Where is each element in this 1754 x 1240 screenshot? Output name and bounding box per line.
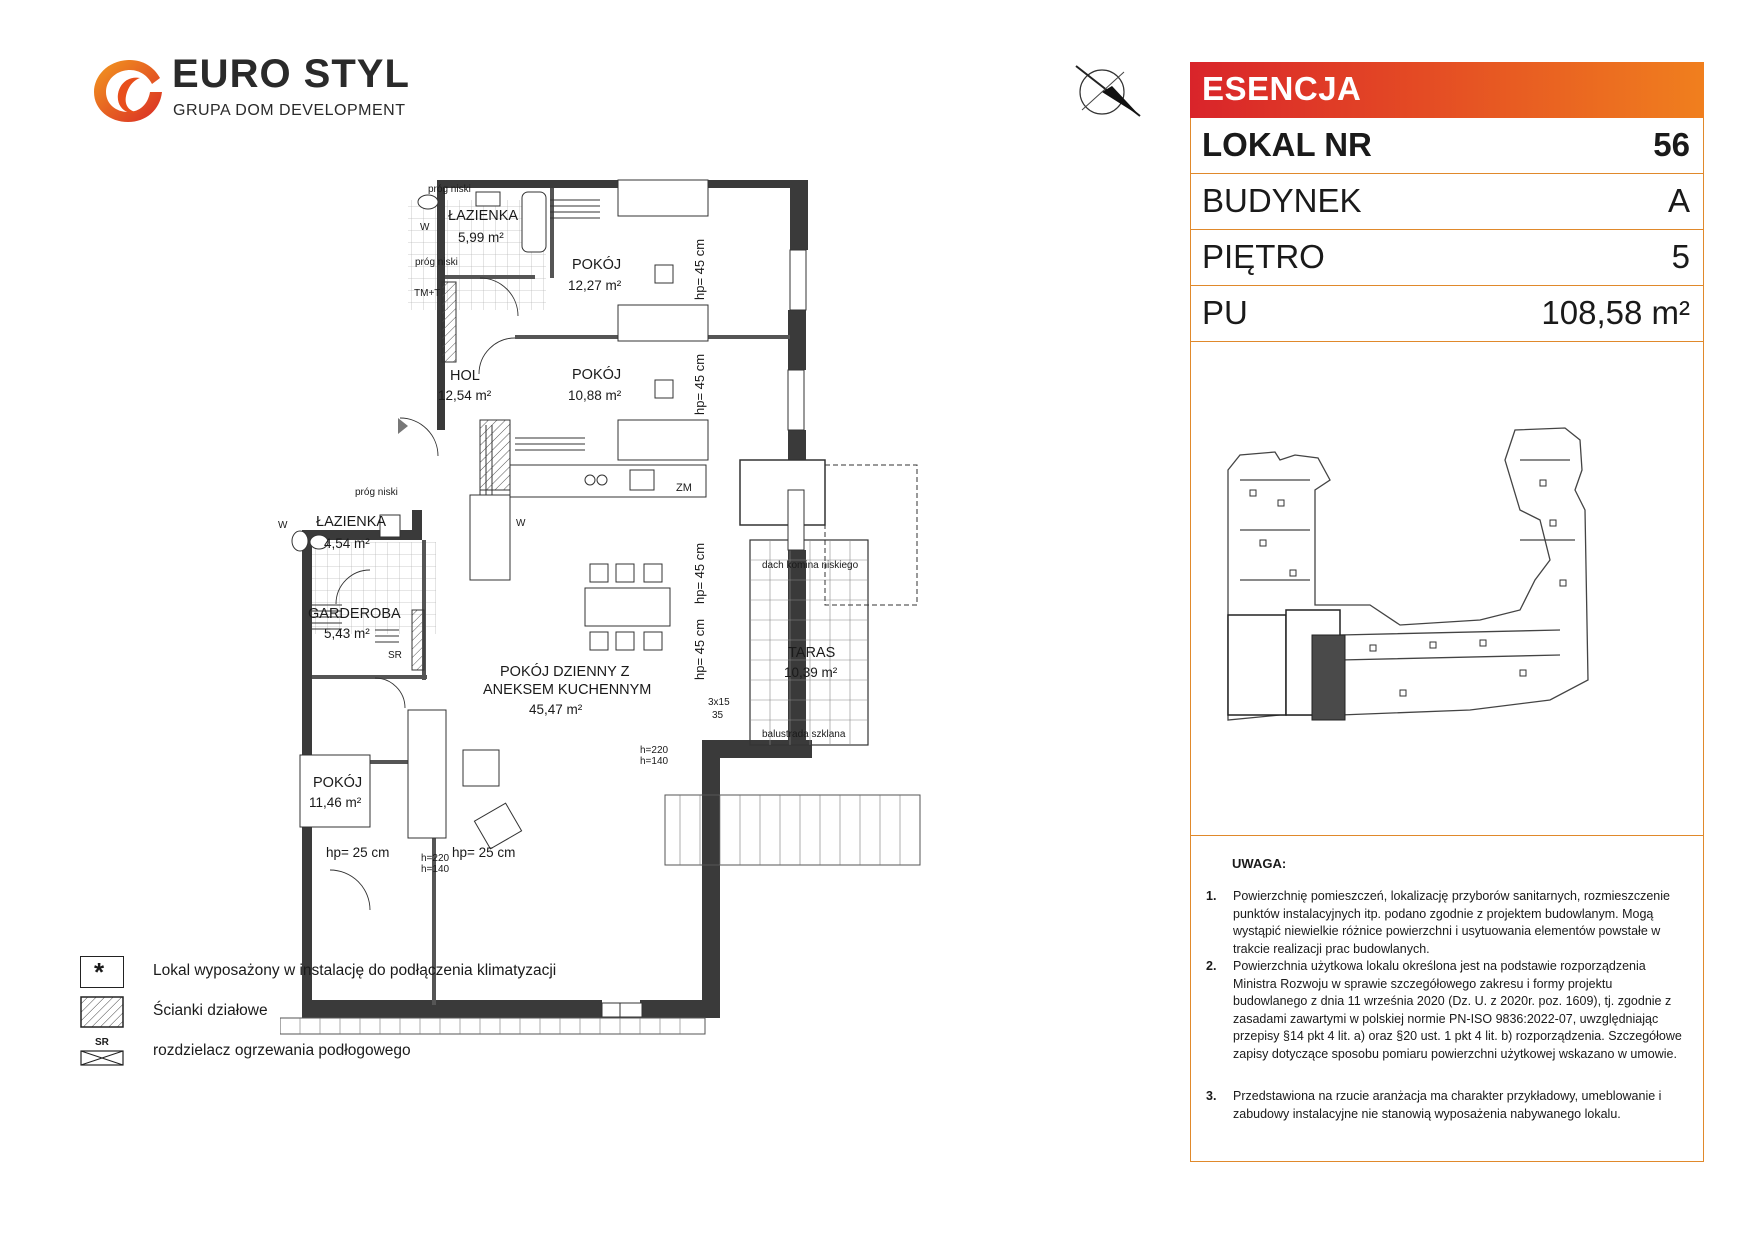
north-arrow-icon [1072,58,1144,124]
zm-label: ZM [676,482,692,494]
room-name: TARAS [788,645,836,661]
sill-label: h=220 [421,853,450,864]
room-area: 11,46 m² [309,795,362,810]
room-name: GARDEROBA [308,606,401,622]
sr-label: SR [388,650,402,661]
note-text: Powierzchnię pomieszczeń, lokalizację przyborów sanitarnych, rozmieszczenie punktów instalacyjnych itp. podano zgodnie z projektem budowlanym. Mogą wystąpić niewielkie różnice powierzchni i usytuowania elementów powstałe w trakcie realizacji prac budowlanych. [1233,889,1670,956]
height-label: hp= 25 cm [326,845,390,860]
note-number: 3. [1206,1089,1217,1103]
legend-manifold-icon [80,1050,124,1066]
brand-subtitle: GRUPA DOM DEVELOPMENT [173,102,406,119]
roof-note: dach komina niskiego [762,560,859,571]
room-area: 12,27 m² [568,278,622,293]
info-label: LOKAL NR [1202,126,1372,163]
height-label-vertical: hp= 45 cm [692,618,707,680]
room-area: 5,43 m² [324,626,370,641]
note-number: 1. [1206,889,1217,903]
w-label: W [516,518,526,529]
height-label: hp= 25 cm [452,845,516,860]
info-value: 56 [1653,126,1690,163]
note-number: 2. [1206,959,1217,973]
note-item [1206,1088,1686,1148]
room-area: 4,54 m² [324,536,370,551]
info-value: A [1667,182,1690,219]
room-name: ŁAZIENKA [448,208,519,224]
brand-name: EURO STYL [172,52,410,96]
note-item [1206,958,1686,1088]
dimension-label: 35 [712,710,724,721]
threshold-label: próg niski [415,257,458,268]
legend-partition-icon [80,996,124,1028]
tmt-label: TM+T [414,288,441,299]
legend-text: rozdzielacz ogrzewania podłogowego [153,1042,411,1059]
room-name: POKÓJ [572,367,622,383]
height-label-vertical: hp= 45 cm [692,542,707,604]
investment-name: ESENCJA [1202,70,1362,107]
legend-text: Ścianki działowe [153,1002,268,1019]
room-name: POKÓJ [572,257,622,273]
room-name: ŁAZIENKA [316,514,387,530]
note-text: Przedstawiona na rzucie aranżacja ma charakter przykładowy, umeblowanie i zabudowy instalacyjne nie stanowią wyposażenia nabywanego lokalu. [1233,1089,1662,1121]
info-row-lokal [1190,118,1704,174]
room-area: 10,88 m² [568,388,622,403]
room-name-line2: ANEKSEM KUCHENNYM [483,682,652,698]
room-name: HOL [450,368,480,384]
notes-title: UWAGA: [1232,856,1287,871]
room-name: POKÓJ [313,775,363,791]
w-label: W [278,520,288,531]
info-value: 108,58 m² [1541,294,1690,331]
legend-ac-icon [80,956,124,988]
legend-sr-symbol: SR [95,1037,109,1048]
info-value: 5 [1671,238,1690,275]
railing-note: balustrada szklana [762,729,846,740]
room-name: POKÓJ DZIENNY Z [500,664,630,680]
room-area: 10,39 m² [784,665,838,680]
note-text: Powierzchnia użytkowa lokalu określona jest na podstawie rozporządzenia Ministra Rozwoju w sprawie szczegółowego zakresu i formy projektu budowlanego z dnia 11 września 2020 (Dz. U. z 2020r. poz. 1609), tj. zgodnie z zasadami zawartymi w polskiej normie PN-ISO 9836:2022-07, uwzględniając przepisy §14 pkt 4 lit. a) oraz §20 ust. 1 pkt 4 lit. b) rozporządzenia. Szczegółowe zapisy dotyczące sposobu pomiaru powierzchni użytkowej wskazano w umowie. [1233,959,1682,1061]
info-row-pu [1190,286,1704,342]
info-row-budynek [1190,174,1704,230]
sill-label: h=140 [640,756,669,767]
panel-divider [1190,835,1704,836]
euro-styl-logo-icon [90,56,170,126]
legend-text: Lokal wyposażony w instalację do podłączenia klimatyzacji [153,962,557,979]
legend-symbol: * [94,957,105,987]
room-area: 45,47 m² [529,702,583,717]
w-label: W [420,222,430,233]
threshold-label: próg niski [355,487,398,498]
height-label-vertical: hp= 45 cm [692,353,707,415]
floor-plan [280,170,1080,1040]
sill-label: h=140 [421,864,450,875]
info-label: PU [1202,294,1248,331]
height-label-vertical: hp= 45 cm [692,238,707,300]
info-label: BUDYNEK [1202,182,1362,219]
investment-header [1190,62,1704,118]
threshold-label: próg niski [428,184,471,195]
info-label: PIĘTRO [1202,238,1325,275]
info-row-pietro [1190,230,1704,286]
room-area: 12,54 m² [438,388,492,403]
room-area: 5,99 m² [458,230,504,245]
building-key-plan [1220,420,1670,730]
dimension-label: 3x15 [708,697,730,708]
sill-label: h=220 [640,745,669,756]
